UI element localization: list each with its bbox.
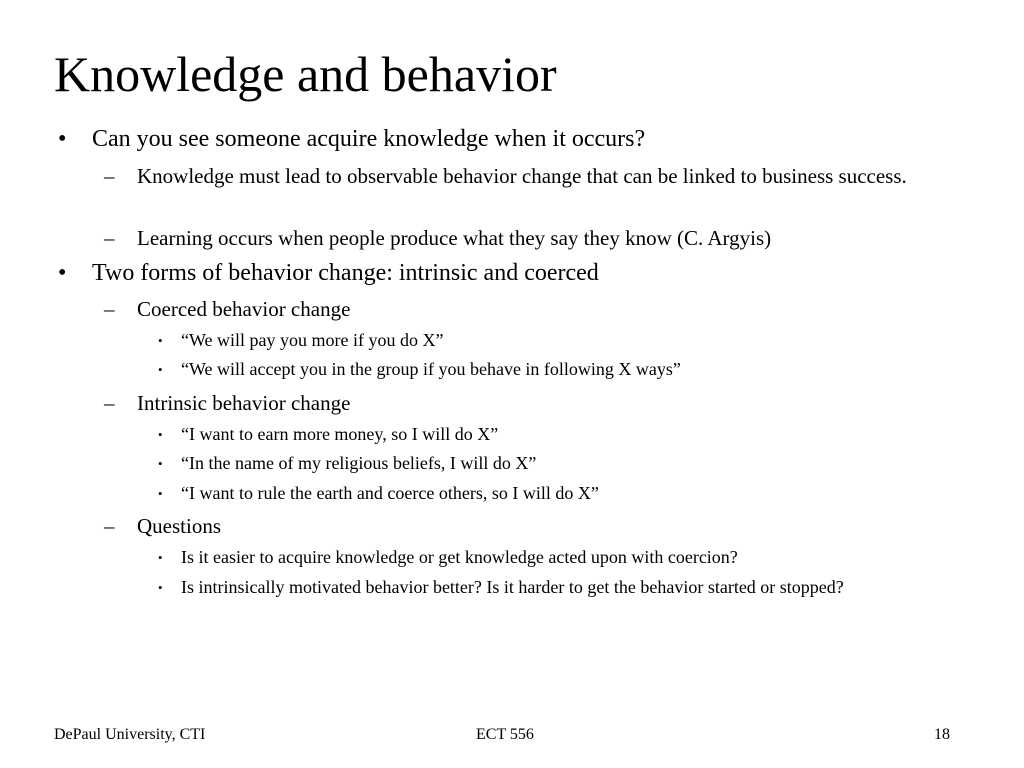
bullet-text: Can you see someone acquire knowledge when it occurs? [92, 126, 646, 152]
sub-sub-bullet-text: Is intrinsically motivated behavior better? Is it harder to get the behavior started or stopped? [181, 577, 844, 597]
sub-bullet-text: Intrinsic behavior change [137, 391, 351, 415]
sub-bullet-text: Coerced behavior change [137, 297, 351, 321]
bullet-marker: • [158, 427, 163, 442]
sub-sub-bullet-text: “We will pay you more if you do X” [181, 330, 444, 350]
footer-organization: DePaul University, CTI [54, 726, 206, 743]
sub-bullet-text: Knowledge must lead to observable behavior change that can be linked to business success. [137, 164, 907, 188]
bullet-text: Two forms of behavior change: intrinsic and coerced [92, 260, 599, 286]
dash-marker: – [104, 514, 115, 538]
sub-sub-bullet-text: Is it easier to acquire knowledge or get knowledge acted upon with coercion? [181, 547, 738, 567]
bullet-marker: • [158, 456, 163, 471]
bullet-marker: • [58, 126, 67, 152]
bullet-marker: • [158, 580, 163, 595]
dash-marker: – [104, 164, 115, 188]
footer-course: ECT 556 [476, 726, 534, 743]
bullet-marker: • [158, 550, 163, 565]
dash-marker: – [104, 391, 115, 415]
dash-marker: – [104, 297, 115, 321]
sub-bullet-text: Questions [137, 514, 221, 538]
sub-sub-bullet-text: “I want to rule the earth and coerce others, so I will do X” [181, 483, 599, 503]
sub-bullet-text: Learning occurs when people produce what they say they know (C. Argyis) [137, 226, 772, 250]
sub-sub-bullet-text: “We will accept you in the group if you behave in following X ways” [181, 359, 681, 379]
bullet-marker: • [158, 486, 163, 501]
slide-title: Knowledge and behavior [54, 46, 557, 102]
slide-number: 18 [934, 726, 950, 743]
sub-sub-bullet-text: “I want to earn more money, so I will do X” [181, 424, 499, 444]
dash-marker: – [104, 226, 115, 250]
bullet-marker: • [158, 362, 163, 377]
bullet-marker: • [58, 260, 67, 286]
bullet-marker: • [158, 333, 163, 348]
sub-sub-bullet-text: “In the name of my religious beliefs, I will do X” [181, 453, 537, 473]
